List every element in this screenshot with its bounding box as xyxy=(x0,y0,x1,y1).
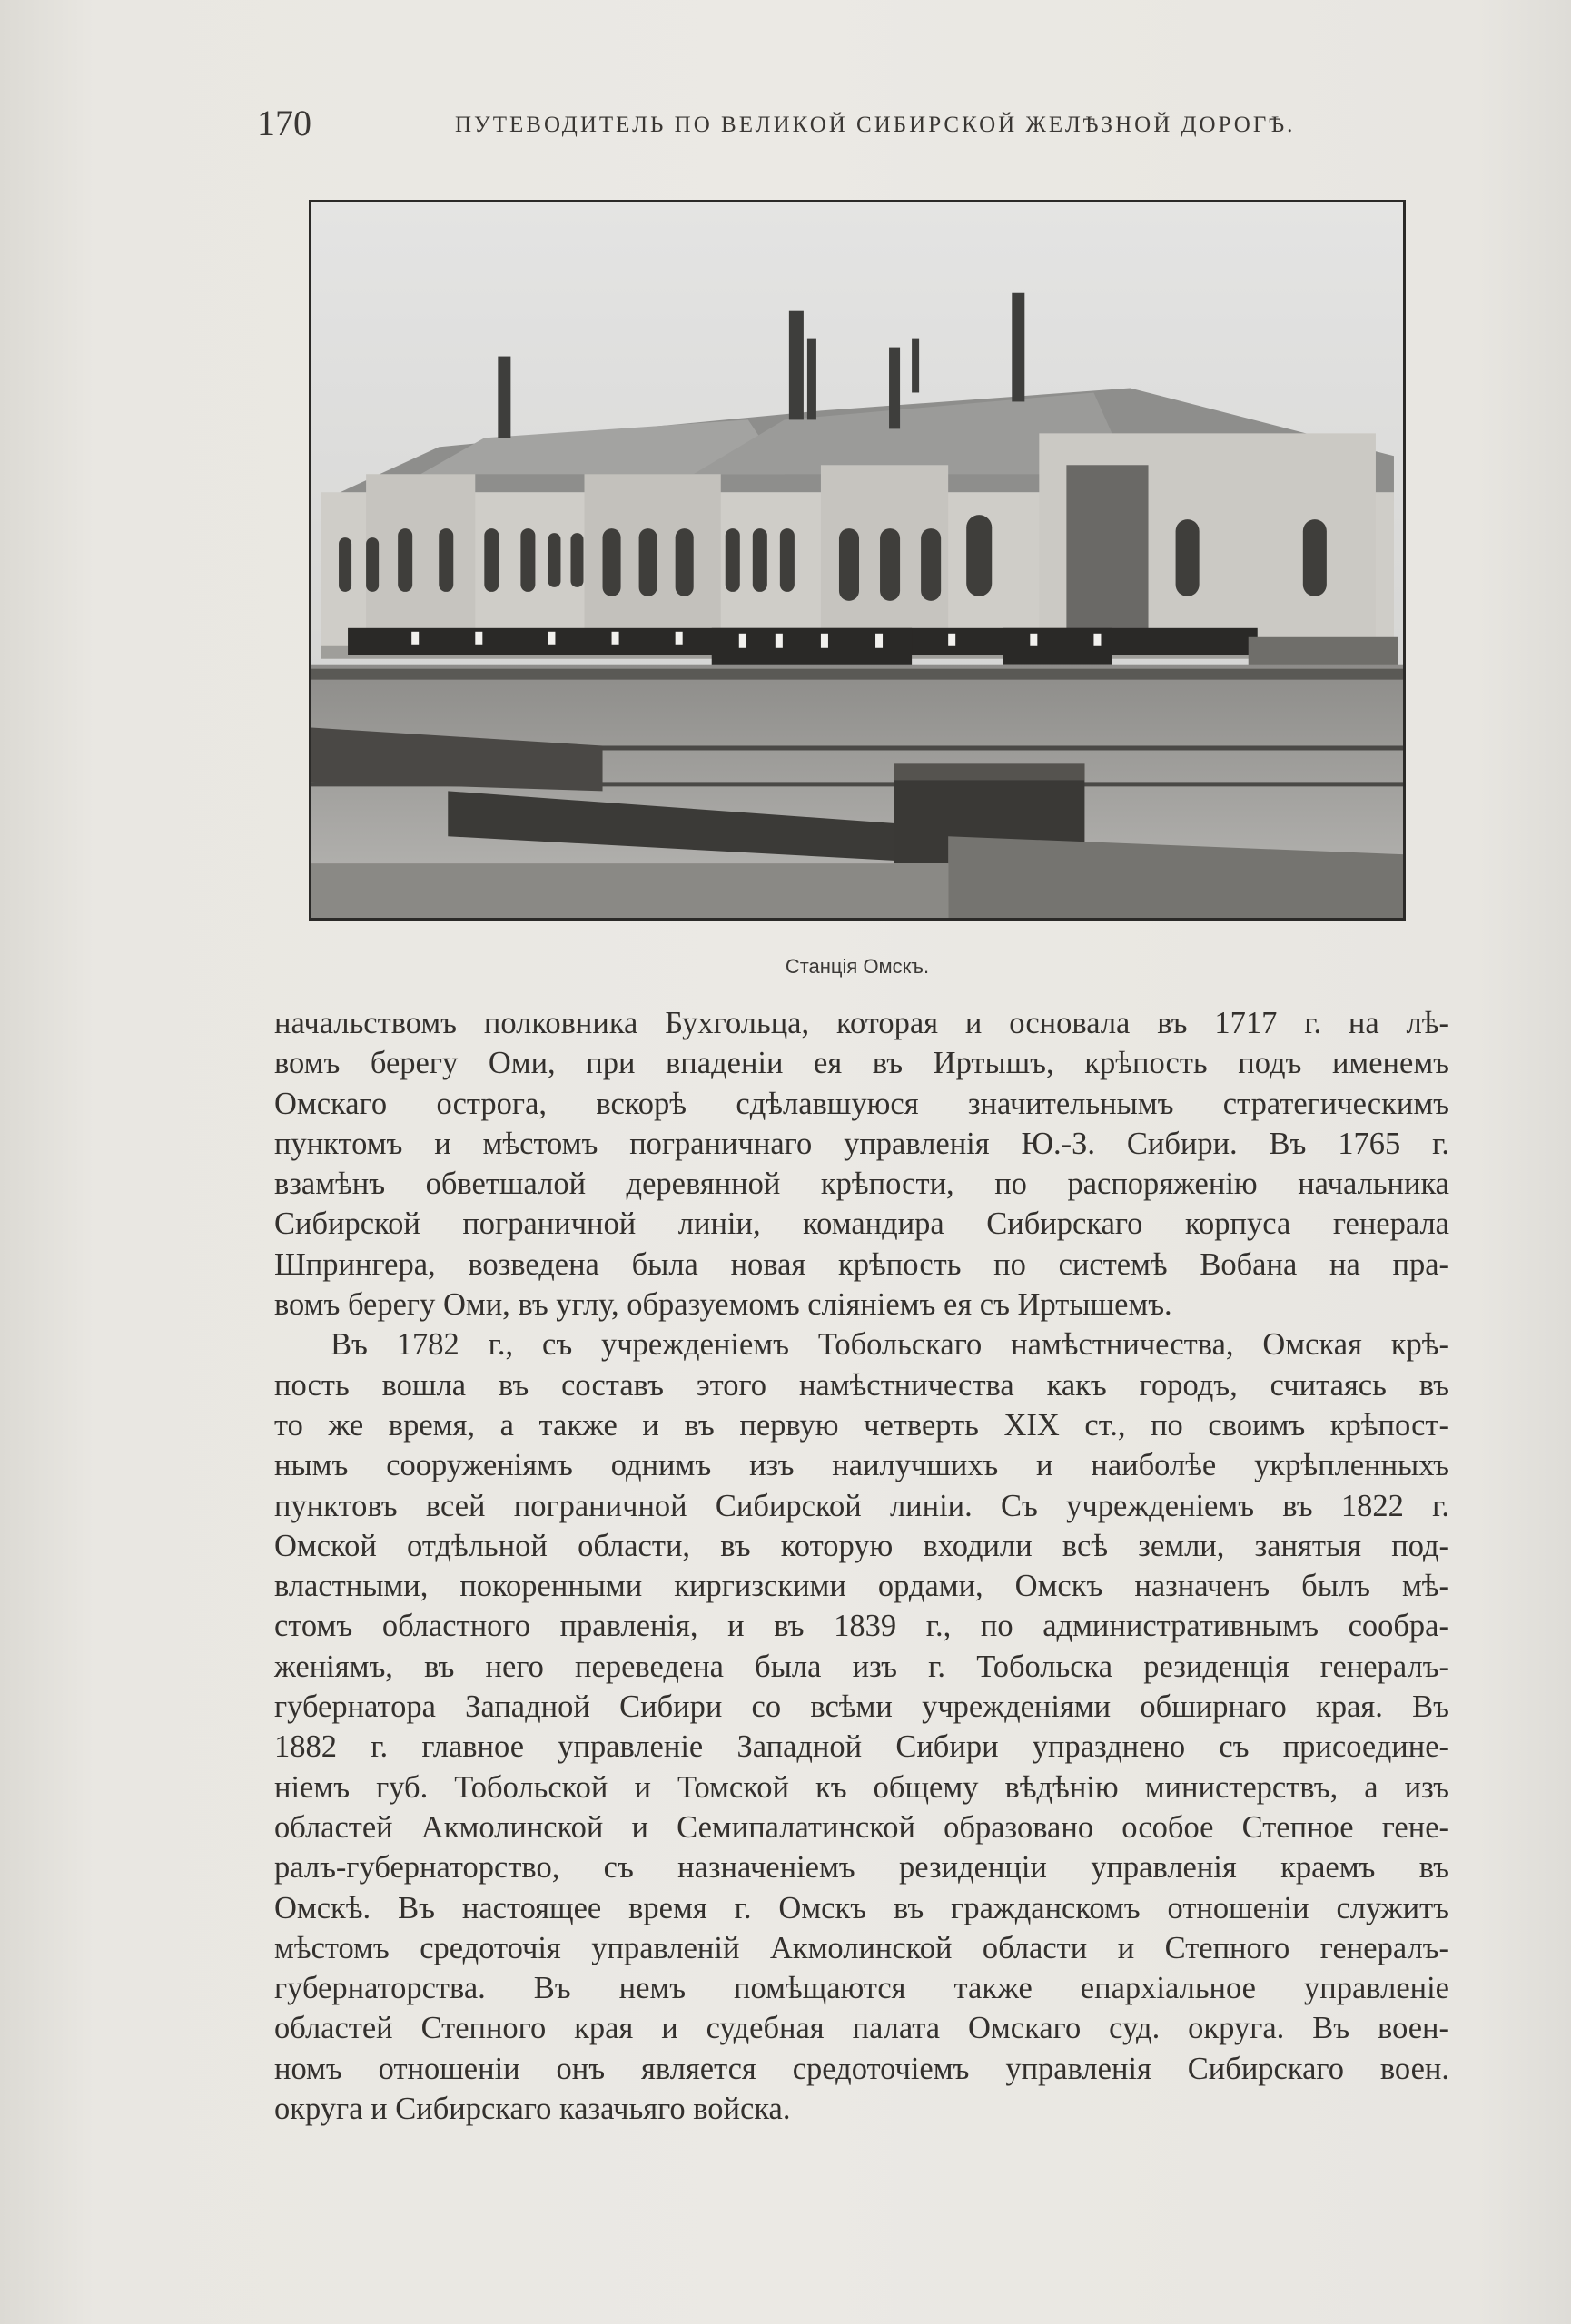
page-header xyxy=(257,102,1296,147)
text-line: женіямъ, въ него переведена была изъ г. Тобольска резиденція генералъ- xyxy=(274,1649,1449,1684)
text-line: вомъ берегу Оми, въ углу, образуемомъ сліяніемъ ея съ Иртышемъ. xyxy=(274,1287,1172,1323)
body-text xyxy=(274,1003,1449,2129)
text-line: нымъ сооруженіямъ однимъ изъ наилучшихъ и наиболѣе укрѣпленныхъ xyxy=(274,1448,1449,1483)
text-line: губернатора Западной Сибири со всѣми учрежденіями обширнаго края. Въ xyxy=(274,1689,1449,1725)
text-line: Омскѣ. Въ настоящее время г. Омскъ въ гражданскомъ отношеніи служитъ xyxy=(274,1890,1449,1925)
text-line: областей Степного края и судебная палата Омскаго суд. округа. Въ воен- xyxy=(274,2011,1449,2046)
text-line: Сибирской пограничной линіи, командира Сибирскаго корпуса генерала xyxy=(274,1206,1449,1242)
text-line: Омской отдѣльной области, въ которую входили всѣ земли, занятыя под- xyxy=(274,1528,1449,1563)
text-line: начальствомъ полковника Бухгольца, которая и основала въ 1717 г. на лѣ- xyxy=(274,1006,1449,1040)
text-line: 1882 г. главное управленіе Западной Сибири упразднено съ присоедине- xyxy=(274,1729,1449,1765)
running-head: ПУТЕВОДИТЕЛЬ ПО ВЕЛИКОЙ СИБИРСКОЙ ЖЕЛѢЗНОЙ ДОРОГѢ. xyxy=(455,113,1296,137)
text-line: ралъ-губернаторство, съ назначеніемъ резиденціи управленія краемъ въ xyxy=(274,1850,1449,1886)
text-line: ніемъ губ. Тобольской и Томской къ общему вѣдѣнію министерствъ, а изъ xyxy=(274,1769,1449,1805)
text-line: губернаторства. Въ немъ помѣщаются также епархіальное управленіе xyxy=(274,1971,1449,2006)
text-line: вомъ берегу Оми, при впаденіи ея въ Иртышъ, крѣпость подъ именемъ xyxy=(274,1046,1449,1081)
text-line: то же время, а также и въ первую четверть XIX ст., по своимъ крѣпост- xyxy=(274,1407,1449,1443)
text-line: пунктовъ всей пограничной Сибирской линіи. Съ учрежденіемъ въ 1822 г. xyxy=(274,1488,1449,1523)
figure-caption: Станція Омскъ. xyxy=(785,955,930,978)
station-illustration xyxy=(311,202,1403,918)
text-line: округа и Сибирскаго казачьяго войска. xyxy=(274,2092,791,2127)
text-line: стомъ областного правленія, и въ 1839 г., по административнымъ сообра- xyxy=(274,1609,1449,1644)
text-line: пунктомъ и мѣстомъ пограничнаго управленія Ю.-З. Сибири. Въ 1765 г. xyxy=(274,1126,1449,1161)
paragraph-start-line: Въ 1782 г., съ учрежденіемъ Тобольскаго намѣстничества, Омская крѣ- xyxy=(331,1327,1449,1363)
text-line: властными, покоренными киргизскими ордами, Омскъ назначенъ былъ мѣ- xyxy=(274,1569,1449,1604)
text-line: мѣстомъ средоточія управленій Акмолинской области и Степного генералъ- xyxy=(274,1930,1449,1965)
text-line: номъ отношеніи онъ является средоточіемъ управленія Сибирскаго воен. xyxy=(274,2051,1449,2086)
text-line: пость вошла въ составъ этого намѣстничества какъ городъ, считаясь въ xyxy=(274,1367,1449,1403)
text-line: областей Акмолинской и Семипалатинской образовано особое Степное гене- xyxy=(274,1809,1449,1845)
text-line: Шпрингера, возведена была новая крѣпость по системѣ Вобана на пра- xyxy=(274,1246,1449,1282)
text-line: Омскаго острога, вскорѣ сдѣлавшуюся значительнымъ стратегическимъ xyxy=(274,1086,1449,1121)
page-number: 170 xyxy=(257,103,311,143)
station-photograph xyxy=(309,200,1406,921)
text-line: взамѣнъ обветшалой деревянной крѣпости, по распоряженію начальника xyxy=(274,1167,1449,1202)
